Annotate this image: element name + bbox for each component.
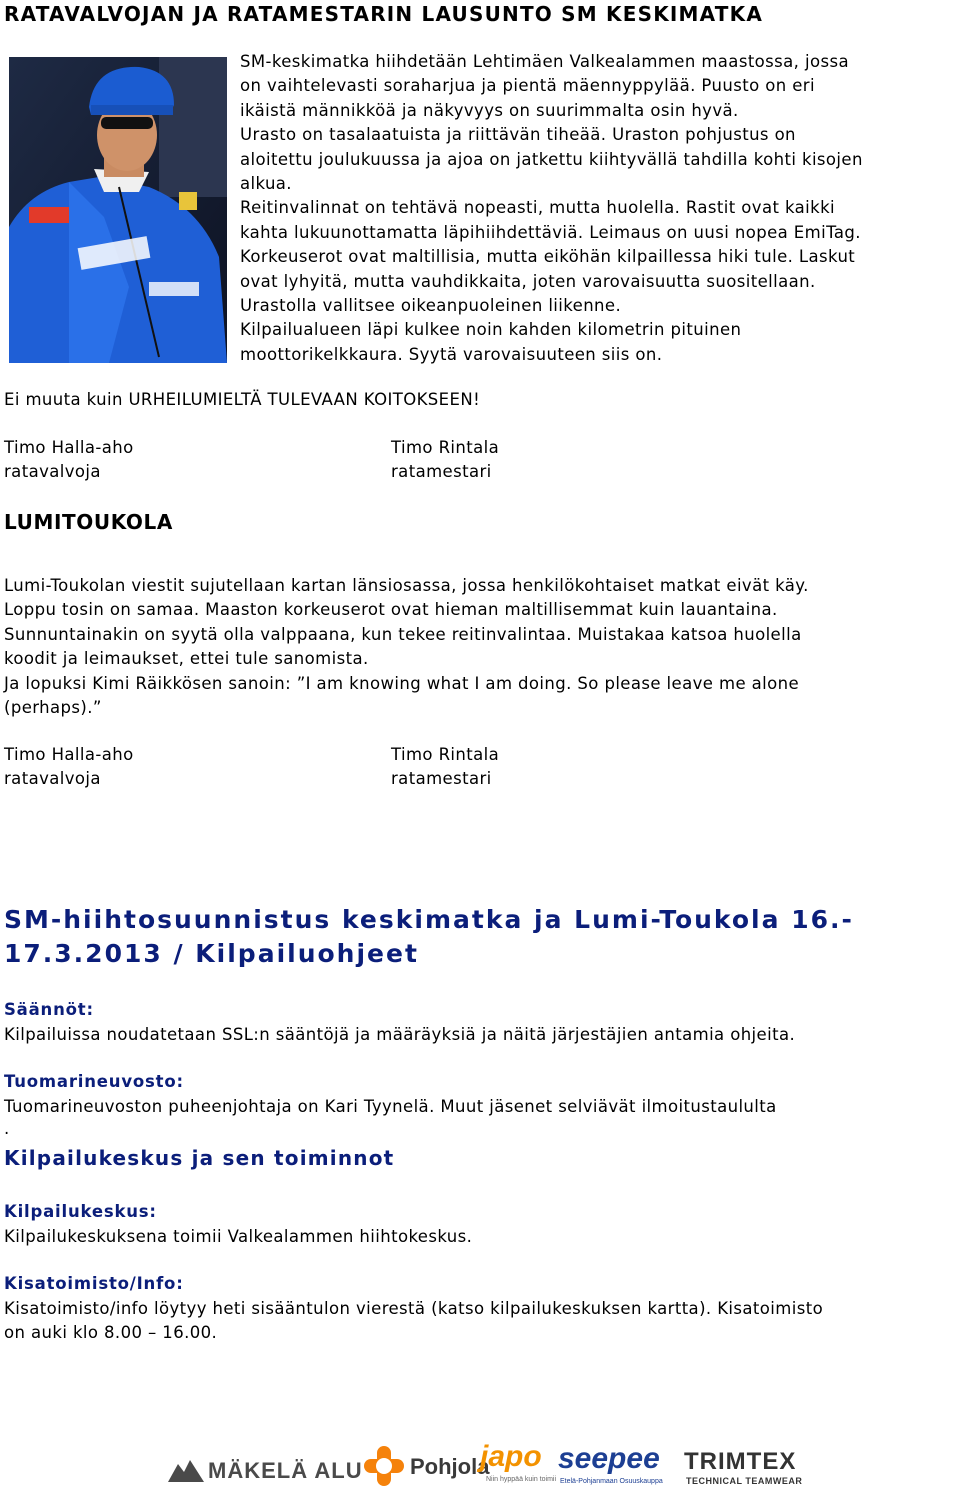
signature-ratavalvoja-2 — [4, 743, 134, 792]
signature-role: ratavalvoja — [4, 769, 101, 789]
kisatoimisto-line: Kisatoimisto/info löytyy heti sisääntulon vierestä (katso kilpailukeskuksen kartta). Kisatoimisto — [4, 1299, 824, 1318]
makela-mountain-icon — [168, 1458, 204, 1482]
signature-role: ratamestari — [391, 769, 492, 789]
intro-line: Urastolla vallitsee oikeanpuoleinen liikenne. — [240, 296, 622, 316]
intro-line: Reitinvalinnat on tehtävä nopeasti, mutta huolella. Rastit ovat kaikki — [240, 198, 836, 218]
japo-tagline: Niin hyppää kuin toimii — [486, 1476, 557, 1483]
kilpailukeskus-section-title: Kilpailukeskus ja sen toiminnot — [4, 1146, 395, 1170]
intro-line: alkua. — [240, 174, 292, 194]
lumi-line: Lumi-Toukolan viestit sujutellaan kartan länsiosassa, jossa henkilökohtaiset matkat eivät käy. — [4, 576, 809, 595]
intro-paragraph — [240, 50, 863, 367]
makela-alu-text: MÄKELÄ ALU — [208, 1458, 363, 1483]
skier-photo — [9, 57, 227, 363]
intro-line: kahta lukuunottamatta läpihiihdettäviä. Leimaus on uusi nopea EmiTag. — [240, 222, 861, 242]
pohjola-text: Pohjola — [410, 1454, 490, 1479]
lumi-line: Ja lopuksi Kimi Räikkösen sanoin: ”I am knowing what I am doing. So please leave me alone — [4, 673, 800, 693]
intro-line: Kilpailualueen läpi kulkee noin kahden kilometrin pituinen — [240, 320, 742, 340]
intro-line: on vaihtelevasti soraharjua ja pientä mäennyppylää. Puusto on eri — [240, 76, 815, 96]
sponsor-logos — [168, 1440, 828, 1488]
lumi-line: (perhaps).” — [4, 698, 102, 718]
instructions-title-line: 17.3.2013 / Kilpailuohjeet — [4, 939, 419, 968]
lumi-line: Loppu tosin on samaa. Maaston korkeuserot ovat hieman maltillisemmat kuin lauantaina. — [4, 600, 778, 620]
intro-line: Urasto on tasalaatuista ja riittävän tiheää. Uraston pohjustus on — [240, 125, 796, 145]
closing-line: Ei muuta kuin URHEILUMIELTÄ TULEVAAN KOITOKSEEN! — [4, 390, 481, 409]
intro-line: moottorikelkkaura. Syytä varovaisuuteen siis on. — [240, 344, 663, 364]
tuomarineuvosto-text: Tuomarineuvoston puheenjohtaja on Kari Tyynelä. Muut jäsenet selviävät ilmoitustaululta — [4, 1097, 777, 1116]
trimtex-tagline: TECHNICAL TEAMWEAR — [686, 1476, 803, 1486]
kilpailukeskus-label: Kilpailukeskus: — [4, 1202, 157, 1221]
trimtex-text: TRIMTEX — [684, 1448, 797, 1475]
saannot-label: Säännöt: — [4, 1000, 94, 1019]
intro-line: SM-keskimatka hiihdetään Lehtimäen Valkealammen maastossa, jossa — [240, 52, 849, 71]
lumitoukola-paragraph — [4, 574, 809, 720]
japo-text: japo — [480, 1440, 542, 1473]
signature-role: ratamestari — [391, 462, 492, 482]
intro-line: ikäistä männikköä ja näkyvyys on suurimmalta osin hyvä. — [240, 100, 739, 120]
pohjola-cross-icon — [362, 1444, 406, 1488]
signature-role: ratavalvoja — [4, 462, 101, 482]
tuomarineuvosto-label: Tuomarineuvosto: — [4, 1072, 184, 1091]
kilpailukeskus-text: Kilpailukeskuksena toimii Valkealammen hiihtokeskus. — [4, 1227, 473, 1246]
intro-line: aloitettu joulukuussa ja ajoa on jatkettu kiihtyvällä tahdilla kohti kisojen — [240, 149, 863, 169]
seepee-tagline: Etelä-Pohjanmaan Osuuskauppa — [560, 1478, 663, 1485]
page-title: RATAVALVOJAN JA RATAMESTARIN LAUSUNTO SM KESKIMATKA — [4, 2, 763, 26]
signature-ratamestari-2 — [391, 743, 499, 792]
kisatoimisto-label: Kisatoimisto/Info: — [4, 1274, 184, 1293]
saannot-text: Kilpailuissa noudatetaan SSL:n sääntöjä ja määräyksiä ja näitä järjestäjien antamia ohjeita. — [4, 1025, 796, 1044]
signature-name: Timo Halla-aho — [4, 745, 134, 764]
pohjola-logo — [362, 1444, 490, 1492]
kisatoimisto-text — [4, 1297, 823, 1346]
lumi-line: Sunnuntainakin on syytä olla valppaana, kun tekee reitinvalintaa. Muistakaa katsoa huolella — [4, 624, 802, 644]
signature-ratavalvoja — [4, 436, 134, 485]
lumi-line: koodit ja leimaukset, ettei tule sanomista. — [4, 649, 369, 669]
seepee-text: seepee — [558, 1442, 660, 1475]
instructions-title-line: SM-hiihtosuunnistus keskimatka ja Lumi-Toukola 16.- — [4, 905, 854, 934]
signature-name: Timo Halla-aho — [4, 438, 134, 457]
instructions-title — [4, 903, 854, 971]
signature-name: Timo Rintala — [391, 438, 500, 457]
signature-name: Timo Rintala — [391, 745, 500, 764]
intro-line: ovat lyhyitä, mutta vauhdikkaita, joten varovaisuutta suositellaan. — [240, 271, 816, 291]
intro-line: Korkeuserot ovat maltillisia, mutta eiköhän kilpaillessa hiki tule. Laskut — [240, 247, 856, 267]
signature-ratamestari — [391, 436, 499, 485]
lumitoukola-heading: LUMITOUKOLA — [4, 510, 173, 534]
stray-dot: . — [4, 1119, 10, 1138]
kisatoimisto-line: on auki klo 8.00 – 16.00. — [4, 1323, 218, 1343]
